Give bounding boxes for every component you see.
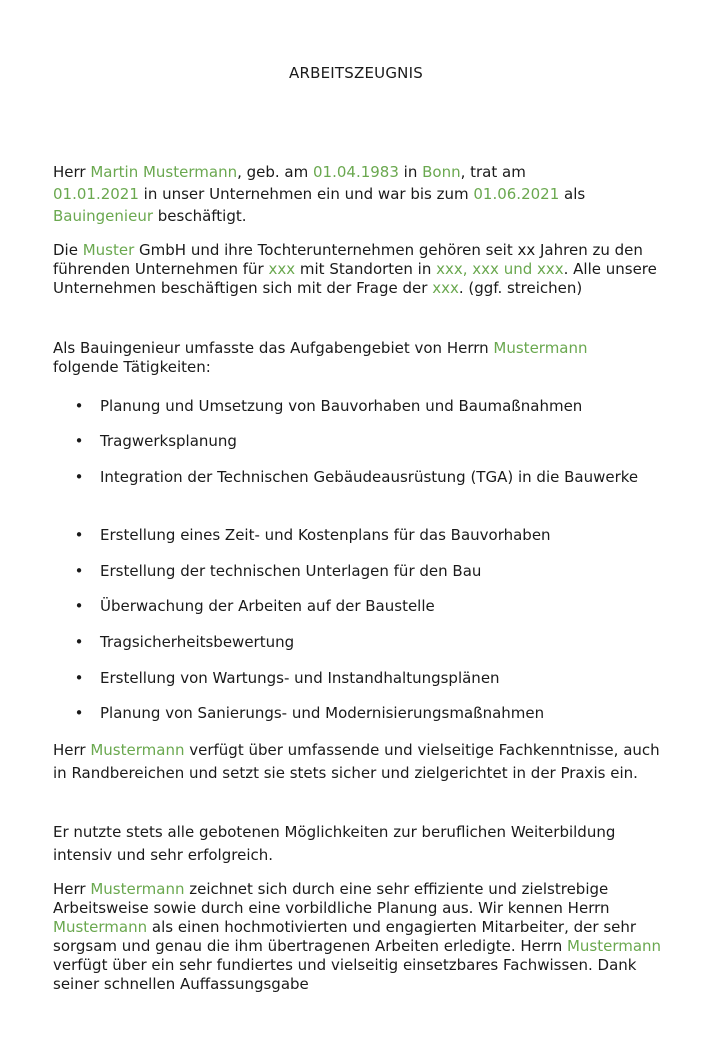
tasks-intro-text: folgende Tätigkeiten: <box>53 358 211 376</box>
company-text: . Alle unsere Unternehmen beschäftigen sich mit der Frage der <box>53 260 657 297</box>
bullet-icon: • <box>74 432 84 450</box>
work-style-text: als einen hochmotivierten und engagierten Mitarbeiter, der sehr sorgsam und genau die ihm übertragenen Arbeiten erledigte. Herrn <box>53 918 637 955</box>
task-text: Erstellung der technischen Unterlagen für den Bau <box>100 562 482 580</box>
task-text: Überwachung der Arbeiten auf der Baustelle <box>100 597 435 615</box>
birth-place: Bonn <box>422 163 461 181</box>
job-role: Bauingenieur <box>53 207 153 225</box>
end-date: 01.06.2021 <box>473 185 560 203</box>
company-locations: xxx, xxx und xxx <box>436 260 564 278</box>
intro-text: beschäftigt. <box>153 207 247 225</box>
task-text: Planung und Umsetzung von Bauvorhaben und Baumaßnahmen <box>100 397 583 415</box>
task-text: Integration der Technischen Gebäudeausrüstung (TGA) in die Bauwerke <box>100 468 639 486</box>
work-style-text: verfügt über ein sehr fundiertes und vielseitig einsetzbares Fachwissen. Dank seiner schnellen Auffassungsgabe <box>53 956 637 993</box>
task-text: Planung von Sanierungs- und Modernisierungsmaßnahmen <box>100 704 545 722</box>
bullet-icon: • <box>74 526 84 544</box>
employee-surname: Mustermann <box>53 918 148 936</box>
intro-text: als <box>559 185 586 203</box>
document-title: ARBEITSZEUGNIS <box>289 64 423 82</box>
skills-paragraph <box>53 739 663 785</box>
company-text: GmbH und ihre Tochterunternehmen gehören seit xx Jahren zu den führenden Unternehmen für <box>53 241 643 278</box>
intro-paragraph <box>53 161 663 227</box>
intro-text: in <box>398 163 423 181</box>
birth-date: 01.04.1983 <box>313 163 399 181</box>
bullet-icon: • <box>74 468 84 486</box>
company-name: Muster <box>82 241 135 259</box>
bullet-icon: • <box>74 704 84 722</box>
bullet-icon: • <box>74 397 84 415</box>
bullet-icon: • <box>74 562 84 580</box>
start-date: 01.01.2021 <box>53 185 139 203</box>
business-field: xxx <box>268 260 296 278</box>
task-text: Tragsicherheitsbewertung <box>100 633 295 651</box>
bullet-icon: • <box>74 597 84 615</box>
employee-name: Martin Mustermann <box>90 163 238 181</box>
intro-text: Herr <box>53 163 91 181</box>
work-style-text: zeichnet sich durch eine sehr effiziente und zielstrebige Arbeitsweise sowie durch eine vorbildliche Planung aus. Wir kennen Herrn <box>53 880 610 917</box>
employee-surname: Mustermann <box>566 937 662 955</box>
employee-surname: Mustermann <box>90 880 185 898</box>
company-text: . (ggf. streichen) <box>458 279 583 297</box>
company-paragraph <box>53 241 663 298</box>
bullet-icon: • <box>74 633 84 651</box>
training-paragraph: Er nutzte stets alle gebotenen Möglichkeiten zur beruflichen Weiterbildung intensiv und sehr erfolgreich. <box>53 823 616 864</box>
tasks-intro-paragraph <box>53 339 663 377</box>
tasks-intro-text: Als Bauingenieur umfasste das Aufgabengebiet von Herrn <box>53 339 494 357</box>
work-style-text: Herr <box>53 880 91 898</box>
company-question: xxx <box>432 279 459 297</box>
intro-text: , geb. am <box>237 163 313 181</box>
skills-text: Herr <box>53 741 91 759</box>
employee-surname: Mustermann <box>90 741 185 759</box>
work-style-paragraph <box>53 880 663 994</box>
bullet-icon: • <box>74 669 84 687</box>
company-text: Die <box>53 241 83 259</box>
skills-text: verfügt über umfassende und vielseitige Fachkenntnisse, auch in Randbereichen und setzt sie stets sicher und zielgerichtet in der Praxis ein. <box>53 741 660 782</box>
intro-text: , trat am <box>460 163 526 181</box>
task-text: Erstellung von Wartungs- und Instandhaltungsplänen <box>100 669 500 687</box>
company-text: mit Standorten in <box>295 260 437 278</box>
task-text: Erstellung eines Zeit- und Kostenplans für das Bauvorhaben <box>100 526 551 544</box>
intro-text: in unser Unternehmen ein und war bis zum <box>138 185 474 203</box>
employee-surname: Mustermann <box>493 339 588 357</box>
task-text: Tragwerksplanung <box>100 432 237 450</box>
